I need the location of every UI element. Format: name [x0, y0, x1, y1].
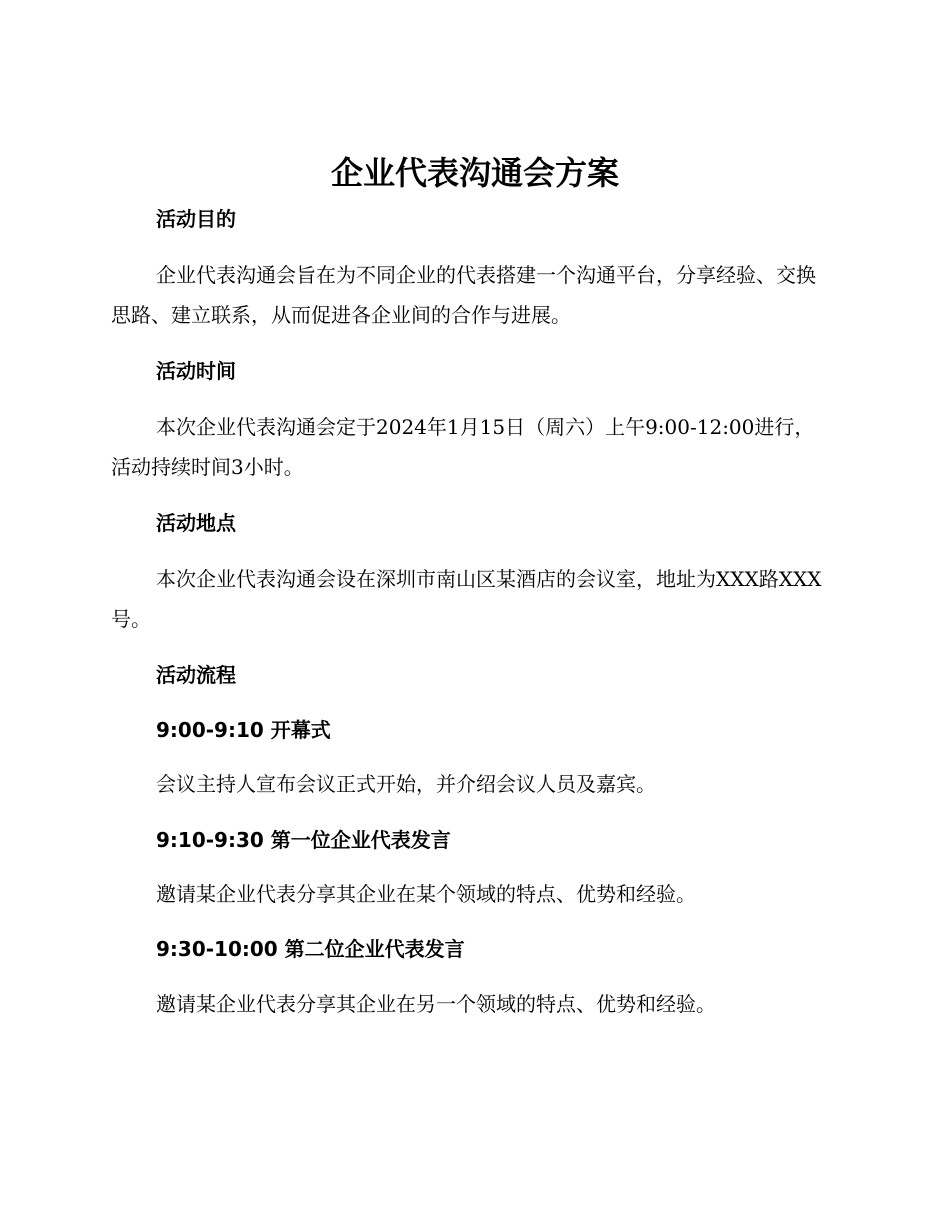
agenda-item-heading: 9:30-10:00 第二位企业代表发言: [156, 937, 465, 961]
agenda-item-paragraph: 会议主持人宣布会议正式开始，并介绍会议人员及嘉宾。: [156, 772, 656, 796]
section-paragraph-location: 本次企业代表沟通会设在深圳市南山区某酒店的会议室，地址为XXX路XXX号。: [111, 567, 822, 631]
section-paragraph-time: 本次企业代表沟通会定于2024年1月15日（周六）上午9:00-12:00进行，活动持续时间3小时。: [111, 415, 815, 479]
agenda-item-heading: 9:00-9:10 开幕式: [156, 718, 331, 742]
section-heading-location: 活动地点: [156, 511, 236, 535]
agenda-item-paragraph: 邀请某企业代表分享其企业在另一个领域的特点、优势和经验。: [156, 992, 716, 1016]
section-paragraph-purpose: 企业代表沟通会旨在为不同企业的代表搭建一个沟通平台，分享经验、交换思路、建立联系，从而促进各企业间的合作与进展。: [111, 263, 816, 327]
section-heading-purpose: 活动目的: [156, 207, 236, 231]
document-title: 企业代表沟通会方案: [330, 154, 619, 192]
agenda-item-heading: 9:10-9:30 第一位企业代表发言: [156, 828, 451, 852]
section-heading-time: 活动时间: [156, 359, 236, 383]
agenda-item-paragraph: 邀请某企业代表分享其企业在某个领域的特点、优势和经验。: [156, 882, 696, 906]
section-heading-agenda: 活动流程: [156, 663, 236, 687]
